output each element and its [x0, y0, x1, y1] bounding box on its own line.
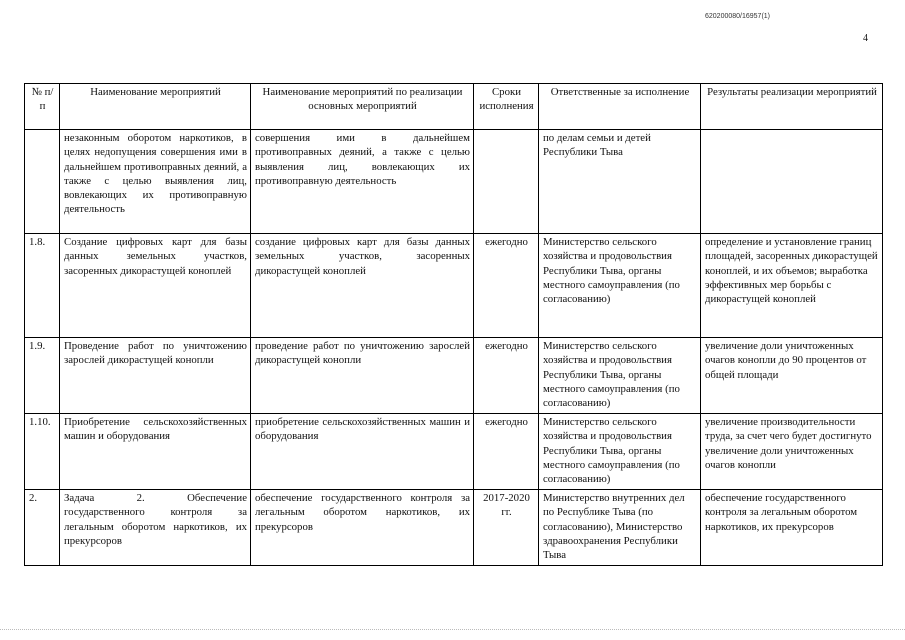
cell-responsible: Министерство сельского хозяйства и продовольствия Республики Тыва, органы местного самоуправления (по согласованию) [539, 234, 701, 338]
document-id: 620200080/16957(1) [705, 13, 771, 20]
table-row [25, 414, 883, 490]
measures-table [24, 83, 883, 566]
table-row [25, 338, 883, 414]
header-responsible: Ответственные за исполнение [539, 84, 701, 130]
cell-terms: 2017-2020 гг. [474, 490, 539, 566]
cell-measure: Создание цифровых карт для базы данных земельных участков, засоренных дикорастущей коноплей [60, 234, 251, 338]
cell-results: увеличение производительности труда, за счет чего будет достигнуто увеличение доли уничтоженных очагов конопли [701, 414, 883, 490]
cell-measure-impl: проведение работ по уничтожению зарослей дикорастущей конопли [251, 338, 474, 414]
cell-num [25, 130, 60, 234]
table-row [25, 130, 883, 234]
cell-results: определение и установление границ площадей, засоренных дикорастущей коноплей, и их объемов; выработка эффективных мер борьбы с дикорастущей коноплей [701, 234, 883, 338]
cell-terms [474, 130, 539, 234]
cell-responsible: Министерство сельского хозяйства и продовольствия Республики Тыва, органы местного самоуправления (по согласованию) [539, 414, 701, 490]
cell-num: 1.9. [25, 338, 60, 414]
cell-responsible: Министерство сельского хозяйства и продовольствия Республики Тыва, органы местного самоуправления (по согласованию) [539, 338, 701, 414]
cell-terms: ежегодно [474, 234, 539, 338]
cell-measure: Задача 2. Обеспечение государственного контроля за легальным оборотом наркотиков, их прекурсоров [60, 490, 251, 566]
cell-num: 2. [25, 490, 60, 566]
header-terms: Сроки исполнения [474, 84, 539, 130]
table-header-row [25, 84, 883, 130]
table-row [25, 490, 883, 566]
header-measure-impl: Наименование мероприятий по реализации основных мероприятий [251, 84, 474, 130]
header-measure: Наименование мероприятий [60, 84, 251, 130]
table-row [25, 234, 883, 338]
page-number: 4 [863, 33, 868, 44]
cell-measure-impl: совершения ими в дальнейшем противоправных деяний, а также с целью выявления лиц, вовлекающих их противоправную деятельность [251, 130, 474, 234]
header-results: Результаты реализации мероприятий [701, 84, 883, 130]
scan-edge-line [0, 629, 905, 631]
cell-responsible: по делам семьи и детей Республики Тыва [539, 130, 701, 234]
cell-measure-impl: создание цифровых карт для базы данных земельных участков, засоренных дикорастущей коноплей [251, 234, 474, 338]
header-num: № п/п [25, 84, 60, 130]
cell-measure-impl: обеспечение государственного контроля за легальным оборотом наркотиков, их прекурсоров [251, 490, 474, 566]
cell-terms: ежегодно [474, 414, 539, 490]
cell-num: 1.10. [25, 414, 60, 490]
cell-measure: Приобретение сельскохозяйственных машин и оборудования [60, 414, 251, 490]
cell-results [701, 130, 883, 234]
cell-terms: ежегодно [474, 338, 539, 414]
cell-results: обеспечение государственного контроля за легальным оборотом наркотиков, их прекурсоров [701, 490, 883, 566]
cell-measure-impl: приобретение сельскохозяйственных машин и оборудования [251, 414, 474, 490]
cell-measure: незаконным оборотом наркотиков, в целях недопущения совершения ими в дальнейшем противоправных деяний, а также с целью выявления лиц, вовлекающих их противоправную деятельность [60, 130, 251, 234]
cell-results: увеличение доли уничтоженных очагов конопли до 90 процентов от общей площади [701, 338, 883, 414]
cell-measure: Проведение работ по уничтожению зарослей дикорастущей конопли [60, 338, 251, 414]
cell-num: 1.8. [25, 234, 60, 338]
cell-responsible: Министерство внутренних дел по Республике Тыва (по согласованию), Министерство здравоохранения Республики Тыва [539, 490, 701, 566]
